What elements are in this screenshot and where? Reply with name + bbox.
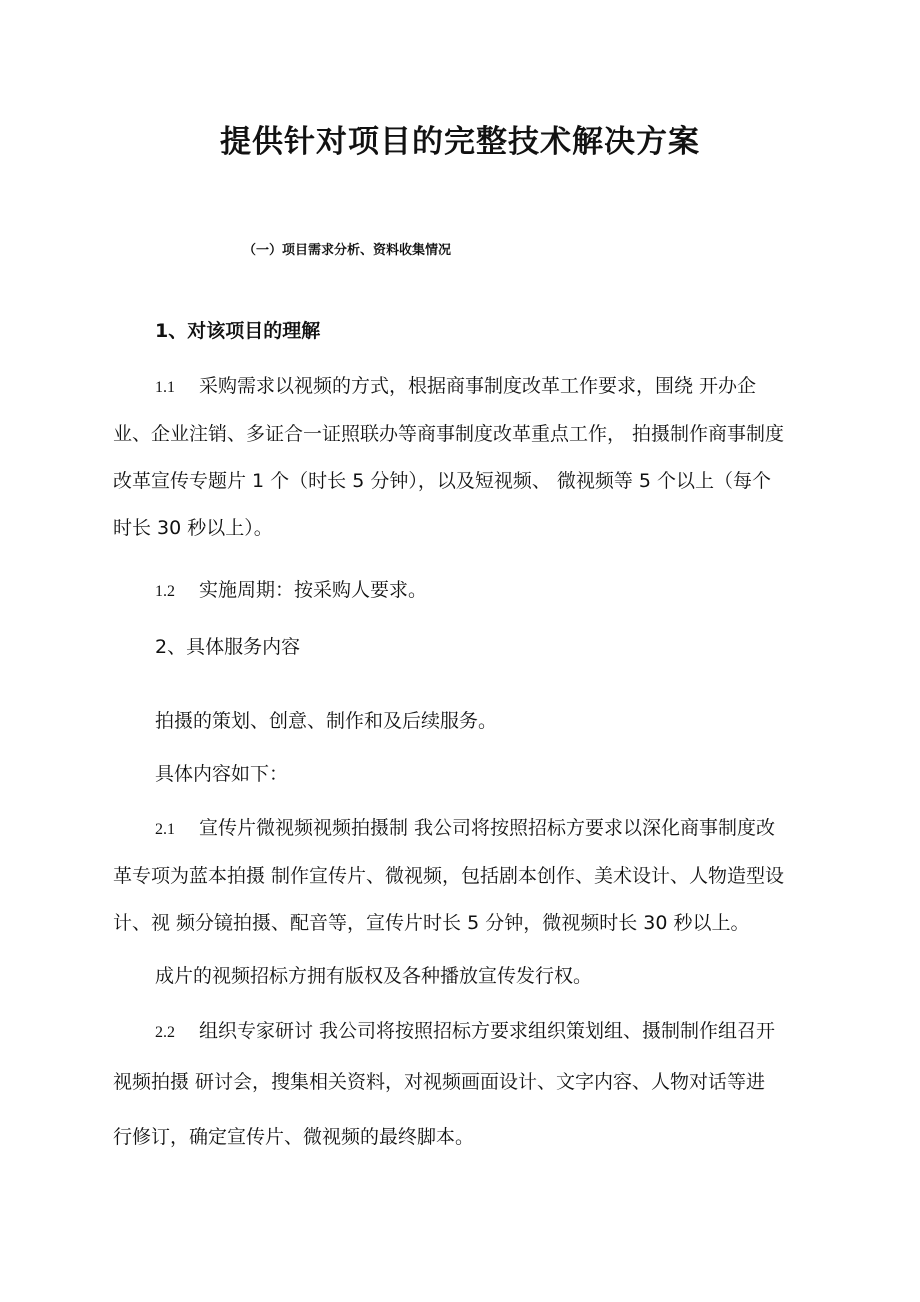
paragraph-2-2-line-3: 行修订，确定宣传片、微视频的最终脚本。 [113,1126,475,1148]
paragraph-2-2-line-1 [155,1016,775,1043]
paragraph-1-1-line-1 [155,371,756,398]
paragraph-1-2 [155,575,427,602]
paragraph-number: 2.1 [155,821,175,838]
paragraph-2-2-line-2: 视频拍摄 研讨会，搜集相关资料，对视频画面设计、文字内容、人物对话等进 [113,1071,766,1093]
section-2-heading: 2、具体服务内容 [155,636,301,658]
paragraph-1-1-line-2: 业、企业注销、多证合一证照联办等商事制度改革重点工作， 拍摄制作商事制度 [113,423,785,445]
paragraph-2-1-line-1 [155,813,775,840]
section-1-heading: 1、对该项目的理解 [155,320,321,342]
paragraph-2-1-line-3: 计、视 频分镜拍摄、配音等，宣传片时长 5 分钟，微视频时长 30 秒以上。 [113,912,750,934]
paragraph-1-1-line-4: 时长 30 秒以上）。 [113,517,273,539]
paragraph-text: 组织专家研讨 我公司将按照招标方要求组织策划组、摄制制作组召开 [199,1020,776,1042]
paragraph-1-1-line-3: 改革宣传专题片 1 个（时长 5 分钟），以及短视频、 微视频等 5 个以上（每个 [113,470,772,492]
paragraph-service: 拍摄的策划、创意、制作和及后续服务。 [155,710,498,732]
paragraph-text: 宣传片微视频视频拍摄制 我公司将按照招标方要求以深化商事制度改 [199,817,776,839]
paragraph-text: 实施周期：按采购人要求。 [199,579,428,601]
paragraph-copyright: 成片的视频招标方拥有版权及各种播放宣传发行权。 [155,965,593,987]
paragraph-2-1-line-2: 革专项为蓝本拍摄 制作宣传片、微视频，包括剧本创作、美术设计、人物造型设 [113,865,785,887]
document-title: 提供针对项目的完整技术解决方案 [220,124,700,160]
paragraph-detail-intro: 具体内容如下： [155,763,289,785]
paragraph-number: 2.2 [155,1024,175,1041]
paragraph-number: 1.2 [155,583,175,600]
paragraph-number: 1.1 [155,379,175,396]
paragraph-text: 采购需求以视频的方式，根据商事制度改革工作要求，围绕 开办企 [199,375,757,397]
section-heading: （一）项目需求分析、资料收集情况 [243,243,452,258]
